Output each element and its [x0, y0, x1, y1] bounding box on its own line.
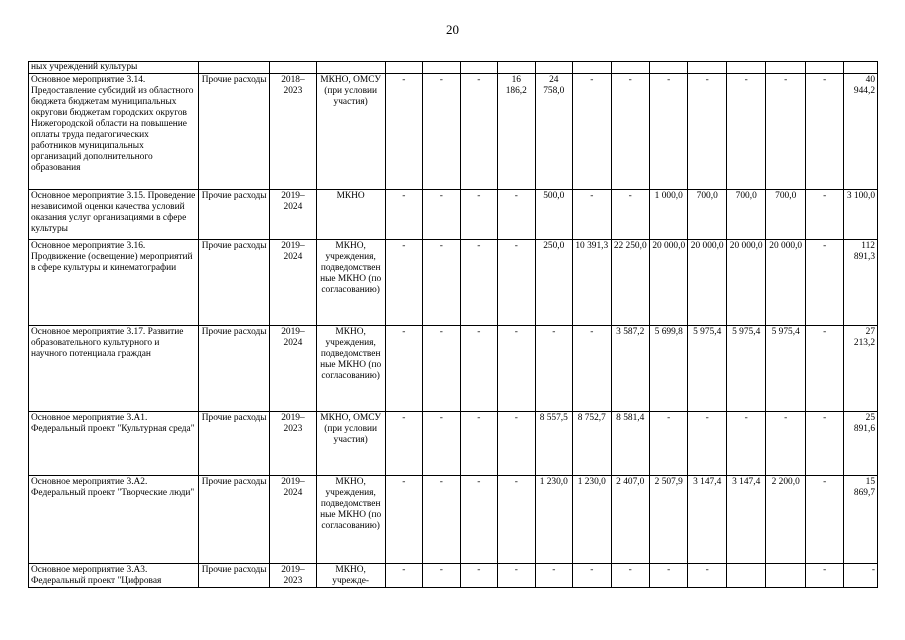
- period-cell: 2019–2024: [270, 240, 317, 326]
- year-value-cell: -: [766, 412, 806, 476]
- year-value-cell: -: [423, 564, 460, 588]
- year-value-cell: 700,0: [688, 190, 726, 240]
- year-value-cell: 1 230,0: [535, 476, 572, 564]
- year-value-cell: -: [766, 74, 806, 190]
- period-cell: 2019–2023: [270, 564, 317, 588]
- expense-category-cell: Прочие расходы: [199, 74, 270, 190]
- year-value-cell: -: [385, 326, 422, 412]
- year-value-cell: 700,0: [766, 190, 806, 240]
- year-value-cell: 1 230,0: [573, 476, 611, 564]
- period-cell: 2019–2024: [270, 476, 317, 564]
- executor-cell: МКНО, ОМСУ (при условии участия): [316, 412, 385, 476]
- total-value-cell: 25 891,6: [844, 412, 878, 476]
- year-value-cell: 5 699,8: [649, 326, 687, 412]
- year-value-cell: -: [423, 476, 460, 564]
- continuation-row: [29, 62, 878, 74]
- activity-name-cell: Основное мероприятие 3.15. Проведение независимой оценки качества условий оказания услуг организациями в сфере культуры: [29, 190, 199, 240]
- year-value-cell: 500,0: [535, 190, 572, 240]
- year-value-cell: -: [460, 190, 497, 240]
- year-value-cell: -: [460, 412, 497, 476]
- total-value-cell: 15 869,7: [844, 476, 878, 564]
- year-value-cell: -: [726, 74, 766, 190]
- year-value-cell: -: [498, 412, 535, 476]
- period-cell: 2019–2024: [270, 190, 317, 240]
- year-value-cell: -: [460, 74, 497, 190]
- year-value-cell: -: [460, 476, 497, 564]
- year-value-cell: 250,0: [535, 240, 572, 326]
- table-row: [29, 190, 878, 240]
- executor-cell: МКНО, учреждения, подведомственные МКНО (по согласованию): [316, 476, 385, 564]
- table-row: [29, 74, 878, 190]
- year-value-cell: -: [385, 190, 422, 240]
- year-value-cell: 5 975,4: [726, 326, 766, 412]
- year-value-cell: 3 147,4: [688, 476, 726, 564]
- year-value-cell: -: [498, 564, 535, 588]
- activity-name-cell: Основное мероприятие 3.А3. Федеральный проект "Цифровая: [29, 564, 199, 588]
- expense-category-cell: Прочие расходы: [199, 476, 270, 564]
- year-value-cell: -: [805, 412, 843, 476]
- year-value-cell: -: [498, 240, 535, 326]
- activity-name-cell: Основное мероприятие 3.17. Развитие образовательного культурного и научного потенциала граждан: [29, 326, 199, 412]
- year-value-cell: 20 000,0: [726, 240, 766, 326]
- expense-category-cell: Прочие расходы: [199, 190, 270, 240]
- year-value-cell: -: [573, 74, 611, 190]
- period-cell: 2018–2023: [270, 74, 317, 190]
- year-value-cell: -: [688, 412, 726, 476]
- year-value-cell: -: [460, 564, 497, 588]
- expense-category-cell: Прочие расходы: [199, 240, 270, 326]
- expense-category-cell: Прочие расходы: [199, 326, 270, 412]
- year-value-cell: 2 507,9: [649, 476, 687, 564]
- year-value-cell: -: [805, 564, 843, 588]
- year-value-cell: -: [385, 412, 422, 476]
- executor-cell: МКНО, учреждения, подведомственные МКНО (по согласованию): [316, 240, 385, 326]
- year-value-cell: -: [423, 412, 460, 476]
- executor-cell: МКНО, ОМСУ (при условии участия): [316, 74, 385, 190]
- year-value-cell: 3 147,4: [726, 476, 766, 564]
- year-value-cell: -: [385, 564, 422, 588]
- year-value-cell: -: [573, 190, 611, 240]
- year-value-cell: 8 557,5: [535, 412, 572, 476]
- year-value-cell: 8 581,4: [611, 412, 649, 476]
- year-value-cell: -: [423, 326, 460, 412]
- page-number: 20: [446, 22, 459, 37]
- table-row: [29, 240, 878, 326]
- year-value-cell: 10 391,3: [573, 240, 611, 326]
- year-value-cell: 8 752,7: [573, 412, 611, 476]
- year-value-cell: 5 975,4: [766, 326, 806, 412]
- expense-category-cell: Прочие расходы: [199, 412, 270, 476]
- total-value-cell: -: [844, 564, 878, 588]
- year-value-cell: -: [498, 190, 535, 240]
- table-row: [29, 412, 878, 476]
- continuation-cell: ных учреждений культуры: [29, 62, 199, 74]
- activity-name-cell: Основное мероприятие 3.А2. Федеральный проект "Творческие люди": [29, 476, 199, 564]
- year-value-cell: 5 975,4: [688, 326, 726, 412]
- year-value-cell: -: [498, 476, 535, 564]
- year-value-cell: -: [805, 190, 843, 240]
- year-value-cell: -: [649, 412, 687, 476]
- year-value-cell: -: [498, 326, 535, 412]
- executor-cell: МКНО, учреждения, подведомственные МКНО (по согласованию): [316, 326, 385, 412]
- year-value-cell: 16 186,2: [498, 74, 535, 190]
- year-value-cell: -: [611, 190, 649, 240]
- year-value-cell: 20 000,0: [766, 240, 806, 326]
- year-value-cell: [766, 564, 806, 588]
- executor-cell: МКНО, учрежде-: [316, 564, 385, 588]
- year-value-cell: [726, 564, 766, 588]
- year-value-cell: 2 200,0: [766, 476, 806, 564]
- period-cell: 2019–2023: [270, 412, 317, 476]
- activity-name-cell: Основное мероприятие 3.16. Продвижение (освещение) мероприятий в сфере культуры и кинематографии: [29, 240, 199, 326]
- year-value-cell: -: [649, 564, 687, 588]
- year-value-cell: -: [805, 326, 843, 412]
- activity-name-cell: Основное мероприятие 3.А1. Федеральный проект "Культурная среда": [29, 412, 199, 476]
- year-value-cell: -: [805, 476, 843, 564]
- year-value-cell: -: [385, 240, 422, 326]
- year-value-cell: -: [611, 564, 649, 588]
- year-value-cell: 20 000,0: [649, 240, 687, 326]
- year-value-cell: -: [385, 74, 422, 190]
- year-value-cell: 3 587,2: [611, 326, 649, 412]
- year-value-cell: -: [385, 476, 422, 564]
- year-value-cell: -: [688, 564, 726, 588]
- table-row: [29, 326, 878, 412]
- year-value-cell: -: [805, 74, 843, 190]
- year-value-cell: -: [535, 326, 572, 412]
- year-value-cell: -: [726, 412, 766, 476]
- table-row: [29, 564, 878, 588]
- year-value-cell: 700,0: [726, 190, 766, 240]
- year-value-cell: 20 000,0: [688, 240, 726, 326]
- total-value-cell: 3 100,0: [844, 190, 878, 240]
- year-value-cell: -: [423, 190, 460, 240]
- year-value-cell: -: [423, 74, 460, 190]
- expense-category-cell: Прочие расходы: [199, 564, 270, 588]
- year-value-cell: -: [573, 564, 611, 588]
- year-value-cell: -: [535, 564, 572, 588]
- year-value-cell: -: [805, 240, 843, 326]
- year-value-cell: -: [649, 74, 687, 190]
- table-row: [29, 476, 878, 564]
- year-value-cell: -: [688, 74, 726, 190]
- year-value-cell: 22 250,0: [611, 240, 649, 326]
- year-value-cell: -: [423, 240, 460, 326]
- period-cell: 2019–2024: [270, 326, 317, 412]
- year-value-cell: -: [611, 74, 649, 190]
- year-value-cell: -: [460, 240, 497, 326]
- activity-name-cell: Основное мероприятие 3.14. Предоставление субсидий из областного бюджета бюджетам муниципальных округови бюджетам городских округов Нижегородской области на повышение оплаты труда педагогических работников муниципальных организаций дополнительного образования: [29, 74, 199, 190]
- year-value-cell: -: [460, 326, 497, 412]
- total-value-cell: 40 944,2: [844, 74, 878, 190]
- year-value-cell: 2 407,0: [611, 476, 649, 564]
- year-value-cell: 24 758,0: [535, 74, 572, 190]
- executor-cell: МКНО: [316, 190, 385, 240]
- total-value-cell: 112 891,3: [844, 240, 878, 326]
- year-value-cell: -: [573, 326, 611, 412]
- program-activities-table: [28, 61, 878, 588]
- year-value-cell: 1 000,0: [649, 190, 687, 240]
- total-value-cell: 27 213,2: [844, 326, 878, 412]
